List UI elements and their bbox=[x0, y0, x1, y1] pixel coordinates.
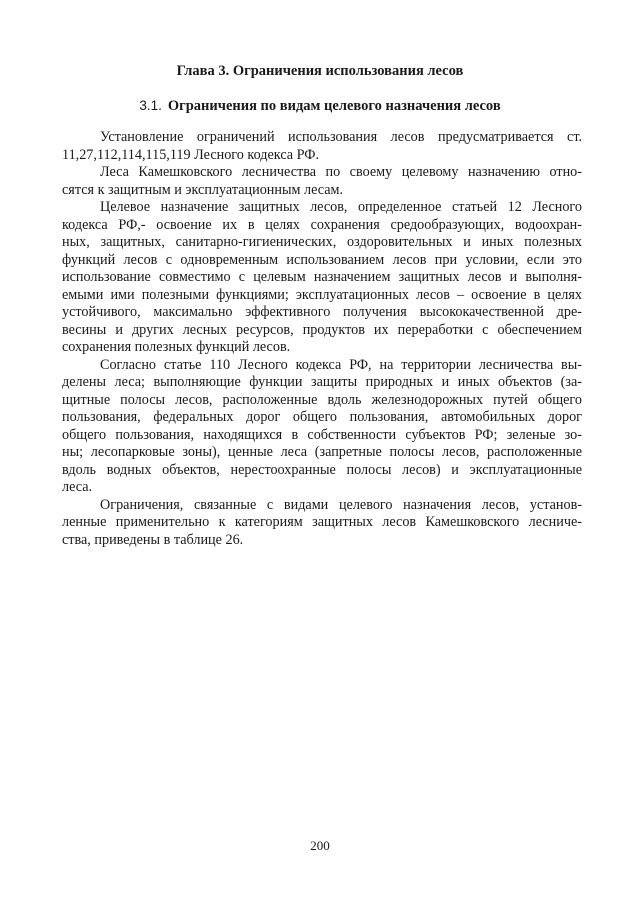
text-line: ства, приведены в таблице 26. bbox=[62, 531, 244, 548]
section-title: Ограничения по видам целевого назначения лесов bbox=[167, 98, 501, 114]
section-number: 3.1. bbox=[139, 98, 162, 113]
text-line: ных, защитных, санитарно-гигиенических, оздоровительных и иных полезных bbox=[62, 234, 582, 250]
text-line: использование совместимо с целевым назначением защитных лесов и выполня- bbox=[62, 269, 582, 285]
text-line: устойчивого, максимально эффективного получения высококачественной дре- bbox=[62, 304, 582, 320]
text-line: вдоль водных объектов, нерестоохранные полосы лесов) и эксплуатационные bbox=[62, 461, 582, 478]
text-line: ленные применительно к категориям защитных лесов Камешковского лесниче- bbox=[62, 514, 582, 530]
text-line: весины и других лесных ресурсов, продуктов их переработки с обеспечением bbox=[62, 321, 582, 338]
text-line: сохранения полезных функций лесов. bbox=[62, 339, 291, 355]
text-line: Ограничения, связанные с видами целевого назначения лесов, установ- bbox=[100, 496, 582, 513]
text-line: Целевое назначение защитных лесов, определенное статьей 12 Лесного bbox=[100, 199, 582, 215]
chapter-heading: Глава 3. Ограничения использования лесов bbox=[176, 63, 464, 79]
text-line: щитные полосы лесов, расположенные вдоль железнодорожных путей общего bbox=[62, 391, 582, 408]
text-line: кодекса РФ,- освоение их в целях сохранения средообразующих, водоохран- bbox=[62, 216, 582, 233]
paragraph bbox=[62, 199, 582, 357]
body-text bbox=[62, 129, 582, 549]
text-line: сятся к защитным и эксплуатационным лесам. bbox=[62, 181, 344, 198]
page-number: 200 bbox=[310, 838, 330, 853]
section-heading bbox=[0, 97, 640, 115]
text-line: емыми ими полезными функциями; эксплуатационных лесов – освоение в целях bbox=[62, 286, 582, 303]
text-line: делены леса; выполняющие функции защиты природных и иных объектов (за- bbox=[62, 374, 582, 390]
text-line: 11,27,112,114,115,119 Лесного кодекса РФ. bbox=[62, 146, 320, 163]
text-line: Установление ограничений использования лесов предусматривается ст. bbox=[100, 129, 582, 145]
text-line: пользования, федеральных дорог общего пользования, автомобильных дорог bbox=[62, 409, 582, 425]
text-line: леса. bbox=[62, 479, 93, 495]
paragraph bbox=[62, 357, 582, 497]
text-line: ны; лесопарковые зоны), ценные леса (запретные полосы лесов, расположенные bbox=[62, 444, 582, 460]
text-line: Леса Камешковского лесничества по своему целевому назначению отно- bbox=[100, 164, 582, 180]
paragraph bbox=[62, 497, 582, 550]
paragraph bbox=[62, 164, 582, 199]
text-line: Согласно статье 110 Лесного кодекса РФ, на территории лесничества вы- bbox=[100, 356, 582, 373]
paragraph bbox=[62, 129, 582, 164]
text-line: функций лесов с одновременным использованием лесов при условии, если это bbox=[62, 251, 582, 268]
text-line: общего пользования, находящихся в собственности субъектов РФ; зеленые зо- bbox=[62, 426, 582, 443]
